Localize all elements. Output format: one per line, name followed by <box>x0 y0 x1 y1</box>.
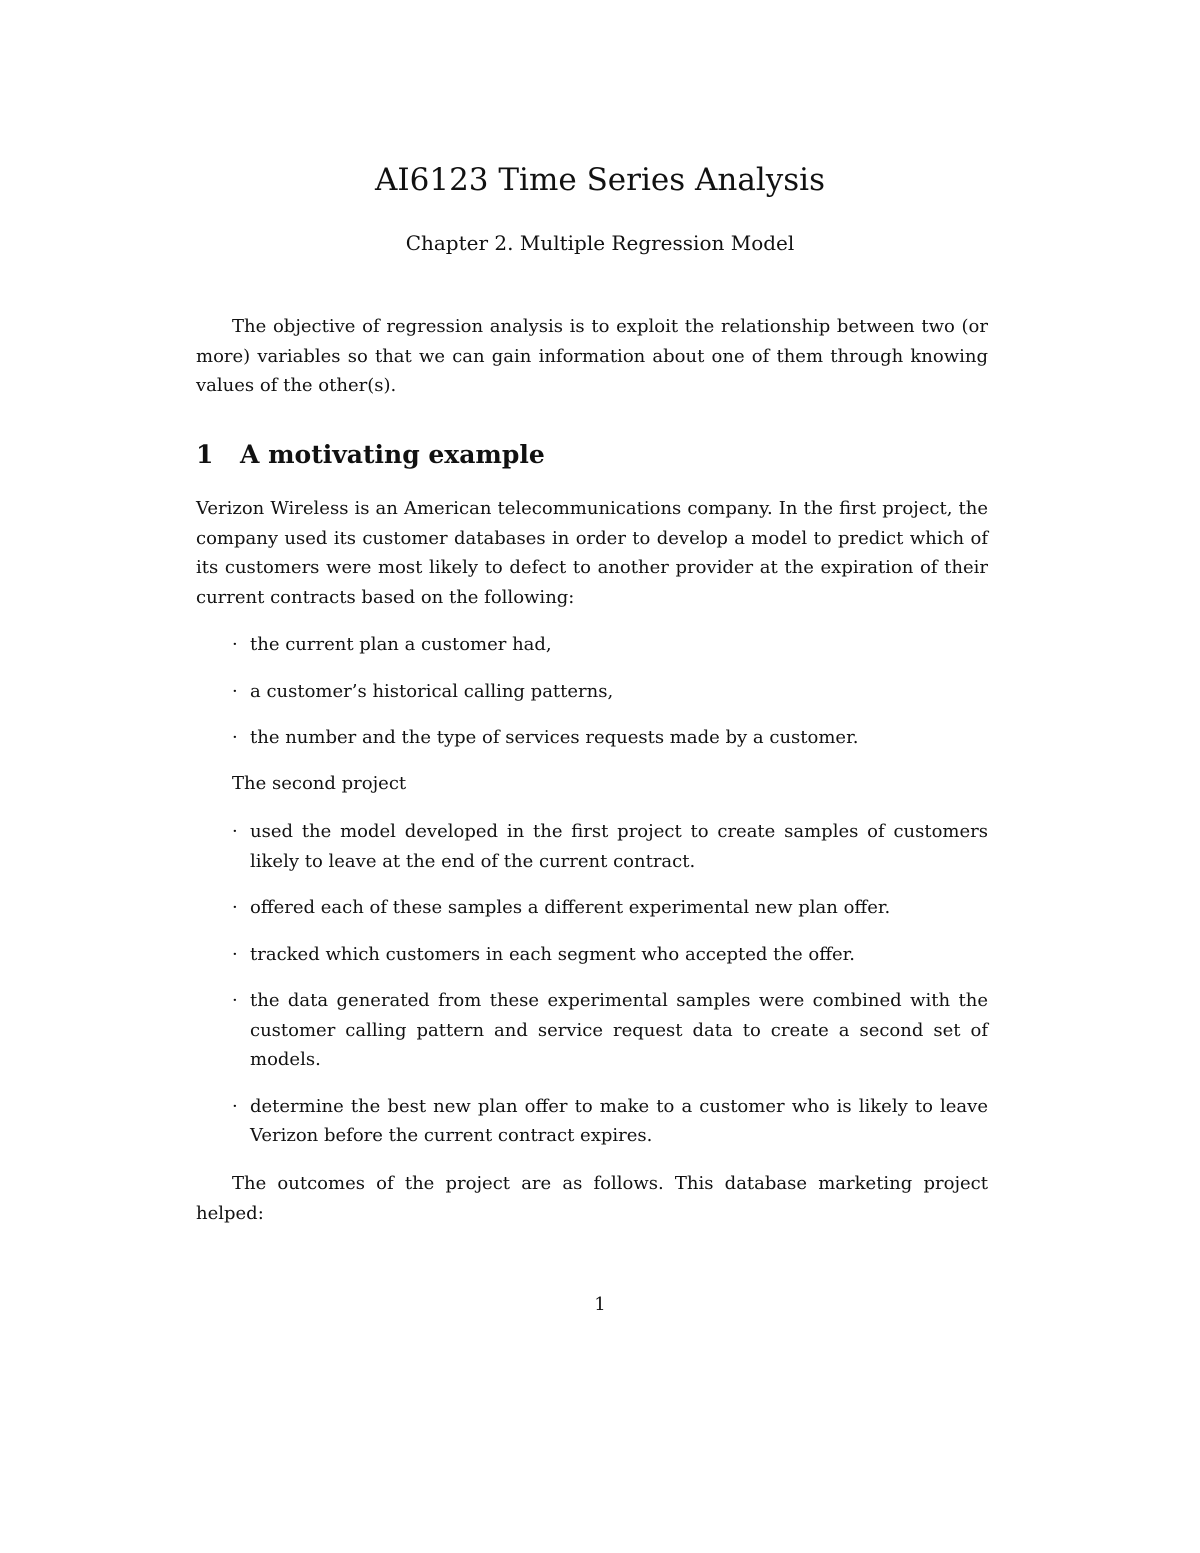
bullet-marker: · <box>232 990 238 1011</box>
list-item-text: a customer’s historical calling patterns, <box>250 680 614 702</box>
second-project-list <box>196 817 988 1168</box>
first-project-list <box>196 630 988 770</box>
list-item <box>196 630 988 660</box>
intro-paragraph: The objective of regression analysis is to exploit the relationship between two (or more) variables so that we can gain information about one of them through knowing values of the other(s). <box>196 316 988 396</box>
bullet-marker: · <box>232 821 238 842</box>
outcome-paragraph: The outcomes of the project are as follows. This database marketing project helped: <box>196 1173 988 1224</box>
bullet-marker: · <box>232 680 238 702</box>
list-item-text: tracked which customers in each segment who accepted the offer. <box>250 943 855 965</box>
paragraph-verizon: Verizon Wireless is an American telecommunications company. In the first project, the company used its customer databases in order to develop a model to predict which of its customers were most likely to defect to another provider at the expiration of their current contracts based on the following: <box>196 498 988 608</box>
section-heading <box>196 438 545 472</box>
bullet-marker: · <box>232 727 238 748</box>
list-item-text: the current plan a customer had, <box>250 634 552 655</box>
section-number: 1 <box>196 440 214 469</box>
list-item-text: determine the best new plan offer to make to a customer who is likely to leave Verizon before the current contract expires. <box>250 1095 988 1146</box>
list-item <box>196 723 988 753</box>
list-item <box>196 817 988 876</box>
bullet-marker: · <box>232 897 238 918</box>
bullet-marker: · <box>232 943 238 965</box>
list-item <box>196 677 988 707</box>
list-item-text: offered each of these samples a different experimental new plan offer. <box>250 897 891 918</box>
page-number: 1 <box>594 1294 606 1315</box>
section-title: A motivating example <box>240 440 545 469</box>
list-item-text: the data generated from these experimental samples were combined with the customer calling pattern and service request data to create a second set of models. <box>250 990 988 1070</box>
list-item <box>196 1092 988 1151</box>
second-project-label: The second project <box>232 773 407 794</box>
document-title: AI6123 Time Series Analysis <box>375 162 825 198</box>
list-item-text: used the model developed in the first project to create samples of customers likely to leave at the end of the current contract. <box>250 821 988 872</box>
bullet-marker: · <box>232 1095 238 1117</box>
document-subtitle: Chapter 2. Multiple Regression Model <box>405 231 795 255</box>
list-item <box>196 893 988 923</box>
list-item <box>196 986 988 1075</box>
list-item <box>196 940 988 970</box>
bullet-marker: · <box>232 634 238 655</box>
list-item-text: the number and the type of services requests made by a customer. <box>250 727 859 748</box>
